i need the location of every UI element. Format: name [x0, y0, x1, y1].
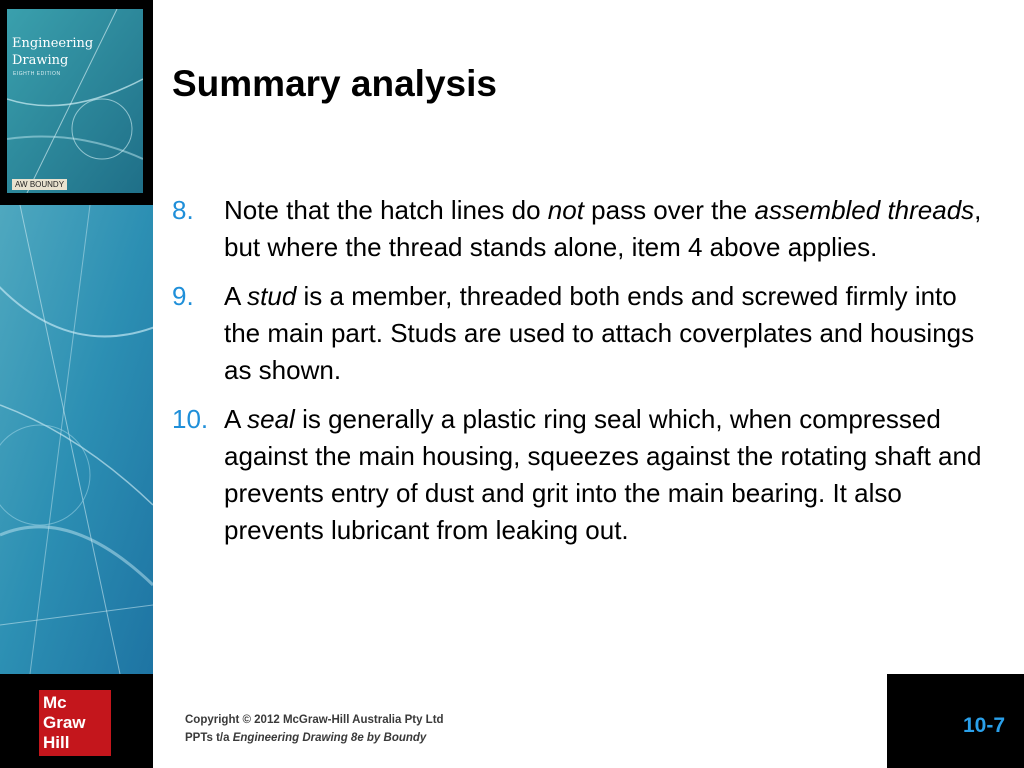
footer-right-panel — [887, 674, 1024, 768]
list-item — [172, 401, 1002, 549]
copyright-line: Copyright © 2012 McGraw-Hill Australia Pty Ltd — [185, 714, 444, 726]
cover-author: AW BOUNDY — [12, 179, 67, 190]
summary-list — [172, 192, 1002, 561]
copyright-line: PPTs t/a Engineering Drawing 8e by Boundy — [185, 732, 427, 744]
left-decorative-strip — [0, 0, 153, 674]
list-item — [172, 278, 1002, 389]
item-number: 9. — [172, 281, 194, 311]
book-cover — [7, 9, 143, 193]
page-number: 10-7 — [962, 714, 1005, 737]
item-text: A stud is a member, threaded both ends and screwed firmly into the main part. Studs are used to attach coverplates and housings as shown. — [224, 281, 975, 385]
book-cover-title — [12, 35, 93, 69]
copyright-notice — [185, 711, 444, 747]
item-text: Note that the hatch lines do not pass over the assembled threads, but where the thread stands alone, item 4 above applies. — [224, 195, 982, 262]
list-item — [172, 192, 1002, 266]
footer-left-panel — [0, 674, 153, 768]
cover-title-line: Engineering — [12, 36, 94, 51]
item-text: A seal is generally a plastic ring seal which, when compressed against the main housing, squeezes against the rotating shaft and prevents entry of dust and grit into the main bearing. It also prevents lubricant from leaking out. — [224, 404, 982, 545]
cover-edition: EIGHTH EDITION — [13, 71, 61, 77]
item-number: 10. — [172, 404, 209, 434]
cover-art-background — [0, 205, 153, 674]
cover-title-line: Drawing — [12, 53, 69, 68]
mcgraw-hill-logo: Mc Graw Hill — [39, 690, 111, 756]
slide-title: Summary analysis — [172, 63, 497, 104]
item-number: 8. — [172, 195, 194, 225]
